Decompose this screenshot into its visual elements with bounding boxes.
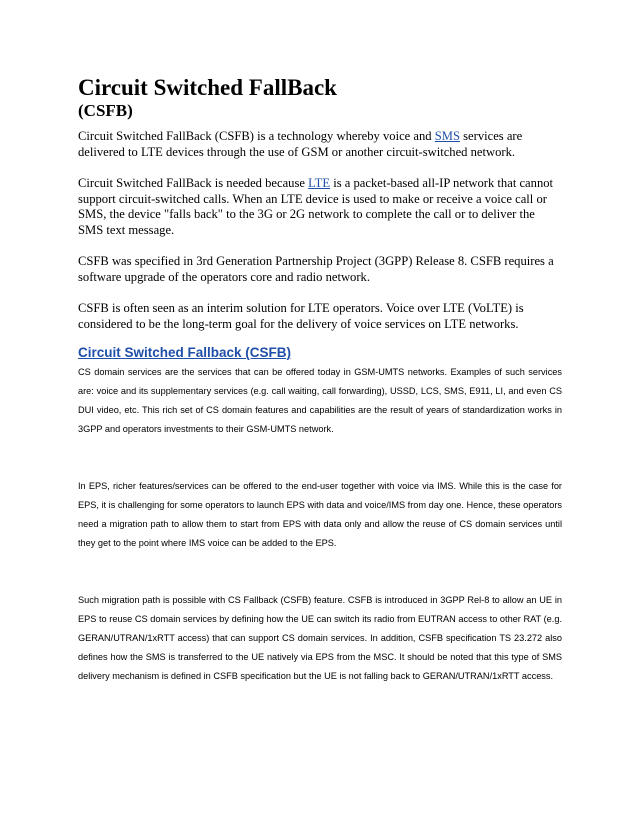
intro-p1-text-after: services are delivered to LTE devices through the use of GSM or another circuit-switched network. [78,129,523,159]
lte-link[interactable]: LTE [308,176,331,190]
intro-p1-text-before: Circuit Switched FallBack (CSFB) is a technology whereby voice and [78,129,435,143]
document-page [78,76,562,686]
section-heading-link[interactable]: Circuit Switched Fallback (CSFB) [78,345,292,360]
paragraph-spacer [78,439,562,477]
paragraph-spacer [78,553,562,591]
intro-p2-text-before: Circuit Switched FallBack is needed because [78,176,309,190]
page-subtitle: (CSFB) [78,101,133,120]
intro-paragraph-3: CSFB was specified in 3rd Generation Partnership Project (3GPP) Release 8. CSFB requires a software upgrade of the operators core and radio network. [78,254,554,284]
section-paragraph-3: Such migration path is possible with CS Fallback (CSFB) feature. CSFB is introduced in 3GPP Rel-8 to allow an UE in EPS to reuse CS domain services by defining how the UE can switch its radio from EUTRAN access to other RAT (e.g. GERAN/UTRAN/1xRTT access) that can support CS domain services. In addition, CSFB specification TS 23.272 also defines how the SMS is transferred to the UE natively via EPS from the MSC. It should be noted that this type of SMS delivery mechanism is defined in CSFB specification but the UE is not falling back to GERAN/UTRAN/1xRTT access. [78,595,562,681]
intro-paragraph-2 [78,176,562,238]
intro-paragraph-4: CSFB is often seen as an interim solution for LTE operators. Voice over LTE (VoLTE) is considered to be the long-term goal for the delivery of voice services on LTE networks. [78,301,524,331]
section-paragraph-2: In EPS, richer features/services can be offered to the end-user together with voice via IMS. While this is the case for EPS, it is challenging for some operators to launch EPS with data and voice/IMS from day one. Hence, these operators need a migration path to allow them to start from EPS with data only and allow the reuse of CS domain services until they get to the point where IMS voice can be added to the EPS. [78,481,562,548]
intro-paragraph-1 [78,129,562,160]
section-paragraph-1: CS domain services are the services that can be offered today in GSM-UMTS networks. Examples of such services are: voice and its supplementary services (e.g. call waiting, call forwarding), USSD, LCS, SMS, E911, LI, and even CS DUI video, etc. This rich set of CS domain features and capabilities are the result of years of standardization works in 3GPP and operators investments to their GSM-UMTS network. [78,367,562,434]
intro-p2-text-after: is a packet-based all-IP network that cannot support circuit-switched calls. When an LTE device is used to make or receive a voice call or SMS, the device "falls back" to the 3G or 2G network to complete the call or to deliver the SMS text message. [78,176,554,237]
page-title: Circuit Switched FallBack [78,75,337,100]
sms-link[interactable]: SMS [434,129,460,143]
